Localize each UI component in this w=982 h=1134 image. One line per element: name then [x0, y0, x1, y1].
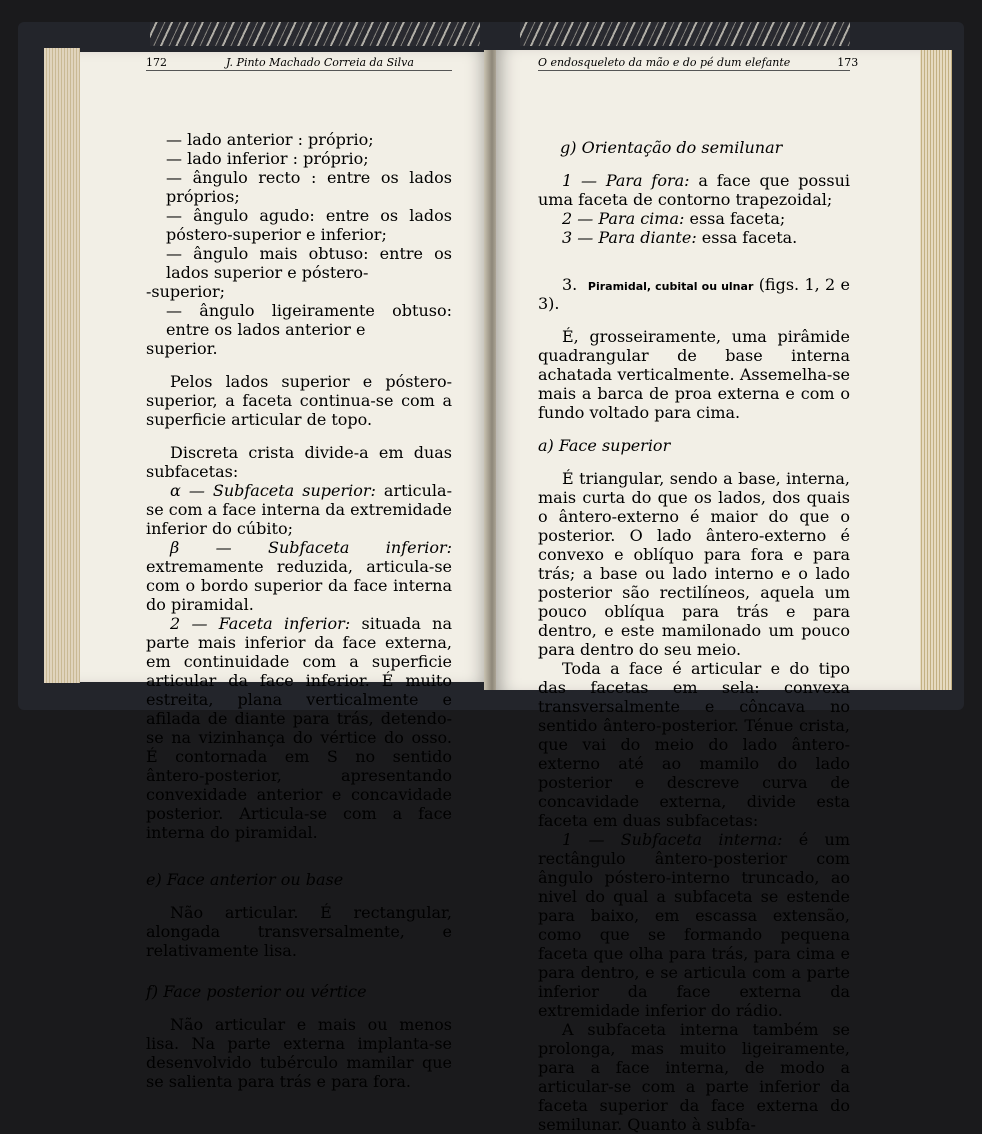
right-page-number: 173 [837, 56, 859, 69]
text-line: -superior; [146, 282, 226, 301]
paragraph: Não articular. É rectangular, alongada transversalmente, e relativamente lisa. [146, 903, 452, 960]
orientation-label: 1 — Para fora: [562, 171, 690, 190]
section-heading: g) Orientação do semilunar [560, 138, 783, 157]
paragraph-text: essa faceta; [684, 209, 786, 228]
page-edges-left [44, 48, 80, 683]
text-line: — ângulo agudo: entre os lados póstero-superior e inferior; [166, 206, 452, 244]
left-head-title: J. Pinto Machado Correia da Silva [226, 56, 414, 69]
paragraph: A subfaceta interna também se prolonga, mas muito ligeiramente, para a face interna, de modo a articular-se com a parte inferior da faceta superior da face externa do semilunar. Quanto à subfa- [538, 1020, 850, 1134]
text-line: superior. [146, 339, 218, 358]
section-heading: a) Face superior [538, 436, 671, 455]
paragraph-text: a face que possui uma faceta de contorno trapezoidal; [538, 171, 850, 209]
subfaceta-label: 1 — Subfaceta interna: [562, 830, 783, 849]
marbled-cover-top-right [520, 22, 850, 46]
left-page-number: 172 [146, 56, 167, 69]
orientation-label: 3 — Para diante: [562, 228, 697, 247]
paragraph-text: extremamente reduzida, articula-se com o bordo superior da face interna do piramidal. [146, 557, 452, 614]
paragraph [146, 614, 452, 842]
paragraph: É, grosseiramente, uma pirâmide quadrangular de base interna achatada verticalmente. Assemelha-se mais a barca de proa externa e com o fundo voltado para cima. [538, 327, 850, 422]
right-page-body [538, 138, 850, 1134]
page-edges-right [918, 50, 952, 690]
paragraph: É triangular, sendo a base, interna, mais curta do que os lados, dos quais o ântero-externo é maior do que o posterior. O lado ântero-externo é convexo e oblíquo para fora e para trás; a base ou lado interno e o lado posterior são rectilíneos, aquela um pouco oblíqua para trás e para dentro, e este mamilonado um pouco para dentro do seu meio. [538, 469, 850, 659]
text-line: — ângulo recto : entre os lados próprios; [166, 168, 452, 206]
paragraph: Não articular e mais ou menos lisa. Na parte externa implanta-se desenvolvido tubérculo mamilar que se salienta para trás e para fora. [146, 1015, 452, 1091]
right-head-title: O endosqueleto da mão e do pé dum elefante [538, 56, 791, 69]
paragraph [538, 171, 850, 209]
right-running-head [538, 56, 859, 71]
paragraph-text: situada na parte mais inferior da face externa, em continuidade com a superficie articular da face inferior. É muito estreita, plana verticalmente e afilada de diante para trás, detendo-se na vizinhança do vértice do osso. É contornada em S no sentido ântero-posterior, apresentando convexidade anterior e concavidade posterior. Articula-se com a face interna do piramidal. [146, 614, 452, 842]
paragraph-text: essa faceta. [696, 228, 798, 247]
orientation-label: 2 — Para cima: [562, 209, 685, 228]
paragraph-text: articula-se com a face interna da extremidade inferior do cúbito; [146, 481, 452, 538]
paragraph: Discreta crista divide-a em duas subfacetas: [146, 443, 452, 481]
heading-title: Piramidal, cubital ou ulnar [587, 280, 754, 293]
text-line: — lado anterior : próprio; [166, 130, 374, 149]
chapter-heading [538, 275, 850, 313]
paragraph: Pelos lados superior e póstero-superior, a faceta continua-se com a superficie articular de topo. [146, 372, 452, 429]
subfaceta-label: β — Subfaceta inferior: [170, 538, 452, 557]
paragraph [538, 830, 850, 1020]
left-running-head [146, 56, 452, 71]
faceta-label: 2 — Faceta inferior: [170, 614, 351, 633]
heading-number: 3. [562, 275, 578, 294]
paragraph-text: é um rectângulo ântero-posterior com ângulo póstero-interno truncado, ao nivel do qual a subfaceta se estende para baixo, em escassa extensão, como que se formando pequena faceta que olha para trás, para cima e para dentro, e se articula com a parte inferior da face externa da extremidade inferior do rádio. [538, 830, 850, 1020]
text-line: — ângulo mais obtuso: entre os lados superior e póstero- [166, 244, 452, 282]
heading-figs: (figs. 1, 2 e 3). [538, 275, 851, 313]
section-heading: e) Face anterior ou base [146, 870, 344, 889]
subfaceta-label: α — Subfaceta superior: [170, 481, 376, 500]
text-line: — lado inferior : próprio; [166, 149, 369, 168]
paragraph [538, 209, 850, 228]
text-line: — ângulo ligeiramente obtuso: entre os lados anterior e [166, 301, 452, 339]
marbled-cover-top-left [150, 22, 480, 46]
left-page-body [146, 130, 452, 1091]
paragraph [146, 538, 452, 614]
paragraph [538, 228, 850, 247]
section-heading: f) Face posterior ou vértice [146, 982, 367, 1001]
paragraph [146, 481, 452, 538]
paragraph: Toda a face é articular e do tipo das facetas em sela: convexa transversalmente e côncava no sentido ântero-posterior. Ténue crista, que vai do meio do lado ântero-externo até ao mamilo do lado posterior e descreve curva de concavidade externa, divide esta faceta em duas subfacetas: [538, 659, 850, 830]
